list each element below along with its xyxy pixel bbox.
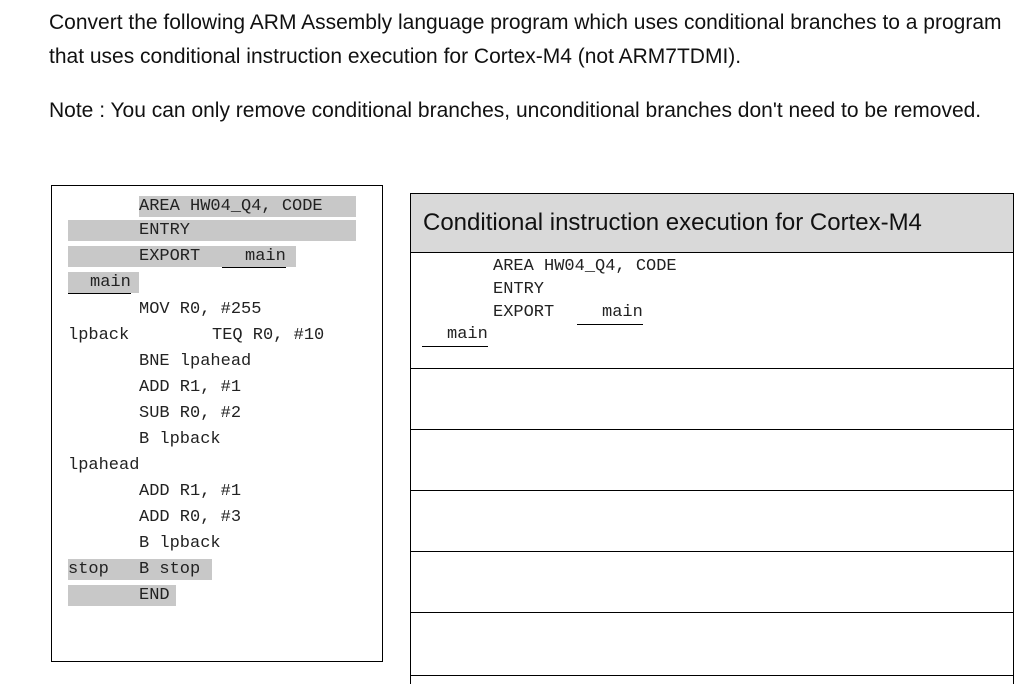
table-row-divider: [411, 675, 1013, 676]
highlight-bar: [68, 220, 356, 241]
code-line: B stop: [139, 560, 201, 579]
table-row-divider: [411, 551, 1013, 552]
table-row-divider: [411, 490, 1013, 491]
instruction-paragraph: Convert the following ARM Assembly language program which uses conditional branches to a program that uses conditional instruction execution for Cortex-M4 (not ARM7TDMI).: [49, 11, 1002, 68]
table-row-divider: [411, 612, 1013, 613]
entry-directive: ENTRY: [139, 221, 191, 240]
answer-table-title: Conditional instruction execution for Cortex-M4: [423, 209, 922, 236]
end-directive: END: [139, 586, 170, 605]
export-symbol: main: [577, 301, 643, 325]
code-line: BNE lpahead: [139, 352, 252, 371]
code-line: SUB R0, #2: [139, 404, 242, 423]
original-program-box: [51, 185, 383, 662]
lpback-label: lpback: [68, 326, 130, 345]
answer-table: [410, 193, 1014, 684]
code-line: TEQ R0, #10: [212, 326, 325, 345]
code-line: MOV R0, #255: [139, 300, 262, 319]
code-line: ADD R1, #1: [139, 378, 242, 397]
export-keyword: EXPORT: [493, 303, 555, 322]
entry-directive: ENTRY: [493, 280, 545, 299]
note-paragraph: Note : You can only remove conditional branches, unconditional branches don't need to be removed.: [49, 99, 982, 122]
code-line: B lpback: [139, 430, 221, 449]
table-row-divider: [411, 368, 1013, 369]
table-row-divider: [411, 429, 1013, 430]
area-directive: AREA HW04_Q4, CODE: [493, 257, 677, 276]
export-keyword: EXPORT: [139, 247, 201, 266]
lpahead-label: lpahead: [68, 456, 140, 475]
code-line: ADD R1, #1: [139, 482, 242, 501]
main-label: main: [422, 323, 488, 347]
main-label: main: [68, 272, 131, 294]
code-line: B lpback: [139, 534, 221, 553]
stop-label: stop: [68, 560, 109, 579]
code-line: ADD R0, #3: [139, 508, 242, 527]
area-directive: AREA HW04_Q4, CODE: [139, 197, 323, 216]
answer-table-header: [411, 194, 1013, 253]
export-symbol: main: [222, 246, 286, 268]
